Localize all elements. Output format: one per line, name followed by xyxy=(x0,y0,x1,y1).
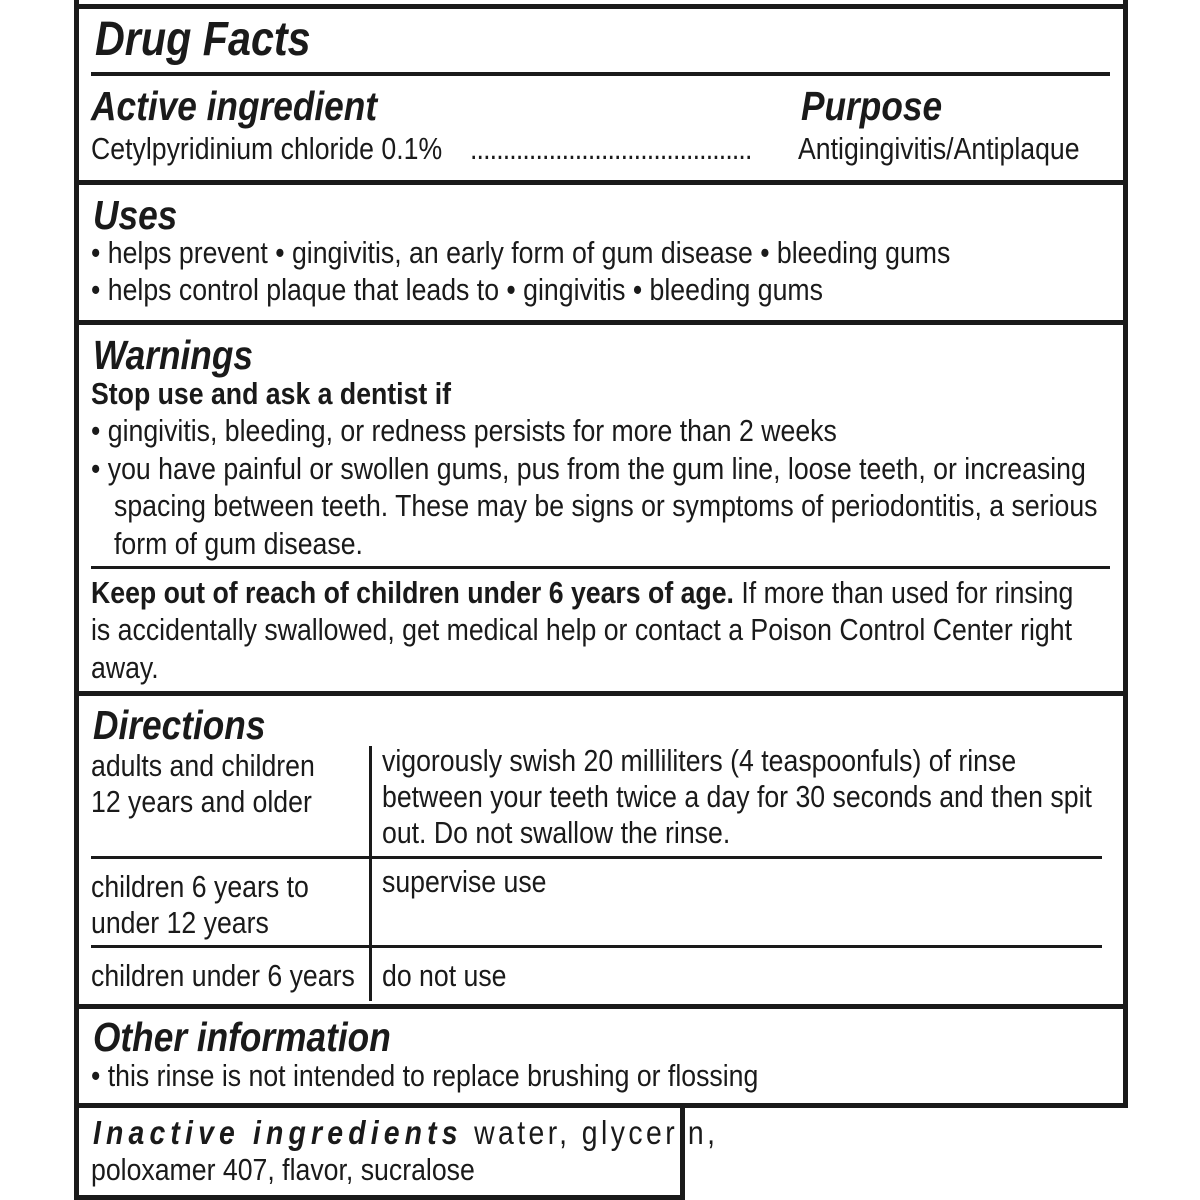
section-divider-uses xyxy=(74,180,1128,185)
other-information-heading: Other information xyxy=(93,1014,391,1060)
warnings-line-3: spacing between teeth. These may be signs or symptoms of periodontitis, a serious xyxy=(114,488,1098,523)
keep-out-line-2: is accidentally swallowed, get medical help or contact a Poison Control Center right xyxy=(91,612,1073,647)
section-divider-warnings xyxy=(74,320,1128,325)
inactive-ingredients-list-1: water, glycerin, xyxy=(462,1114,719,1151)
active-ingredient-heading: Active ingredient xyxy=(91,83,378,129)
directions-row-divider-1 xyxy=(91,856,1102,859)
keep-out-rest: If more than used for rinsing xyxy=(733,575,1074,610)
keep-out-line-3: away. xyxy=(91,650,159,685)
directions-heading: Directions xyxy=(93,702,266,748)
section-divider-other xyxy=(74,1004,1128,1009)
dot-leader: ........................................... xyxy=(470,131,752,166)
active-ingredient-text: Cetylpyridinium chloride 0.1% xyxy=(91,131,443,166)
keep-out-rule xyxy=(91,566,1110,569)
directions-row-1-what-2: between your teeth twice a day for 30 seconds and then spit xyxy=(382,779,1092,814)
warnings-line-2: • you have painful or swollen gums, pus from the gum line, loose teeth, or increasing xyxy=(91,451,1086,486)
uses-heading: Uses xyxy=(93,192,178,238)
warnings-line-4: form of gum disease. xyxy=(114,526,363,561)
uses-line-1: • helps prevent • gingivitis, an early form of gum disease • bleeding gums xyxy=(91,235,951,270)
panel-top-border xyxy=(74,4,1128,9)
purpose-heading: Purpose xyxy=(801,83,943,129)
inactive-ingredients-line-1 xyxy=(93,1115,718,1151)
purpose-text: Antigingivitis/Antiplaque xyxy=(798,131,1080,166)
directions-row-divider-2 xyxy=(91,945,1102,948)
uses-line-2: • helps control plaque that leads to • gingivitis • bleeding gums xyxy=(91,272,823,307)
warnings-subheading: Stop use and ask a dentist if xyxy=(91,376,451,411)
other-information-line: • this rinse is not intended to replace brushing or flossing xyxy=(91,1058,759,1093)
title-rule xyxy=(91,72,1110,76)
section-divider-directions xyxy=(74,691,1128,696)
directions-row-2-who-2: under 12 years xyxy=(91,905,269,940)
warnings-line-1: • gingivitis, bleeding, or redness persists for more than 2 weeks xyxy=(91,413,837,448)
directions-row-1-what-3: out. Do not swallow the rinse. xyxy=(382,815,731,850)
keep-out-bold: Keep out of reach of children under 6 years of age. xyxy=(91,575,734,610)
warnings-heading: Warnings xyxy=(93,332,254,378)
inactive-ingredients-heading: Inactive ingredients xyxy=(93,1114,463,1151)
directions-row-2-what-1: supervise use xyxy=(382,864,547,899)
drug-facts-title: Drug Facts xyxy=(95,13,311,66)
directions-row-1-who-1: adults and children xyxy=(91,748,315,783)
directions-row-3-what-1: do not use xyxy=(382,958,507,993)
directions-row-1-what-1: vigorously swish 20 milliliters (4 teaspoonfuls) of rinse xyxy=(382,743,1017,778)
keep-out-line-1 xyxy=(91,575,1073,611)
directions-column-divider xyxy=(369,746,372,1001)
inactive-ingredients-line-2: poloxamer 407, flavor, sucralose xyxy=(91,1152,475,1187)
directions-row-1-who-2: 12 years and older xyxy=(91,784,312,819)
directions-row-2-who-1: children 6 years to xyxy=(91,869,309,904)
directions-row-3-who-1: children under 6 years xyxy=(91,958,355,993)
